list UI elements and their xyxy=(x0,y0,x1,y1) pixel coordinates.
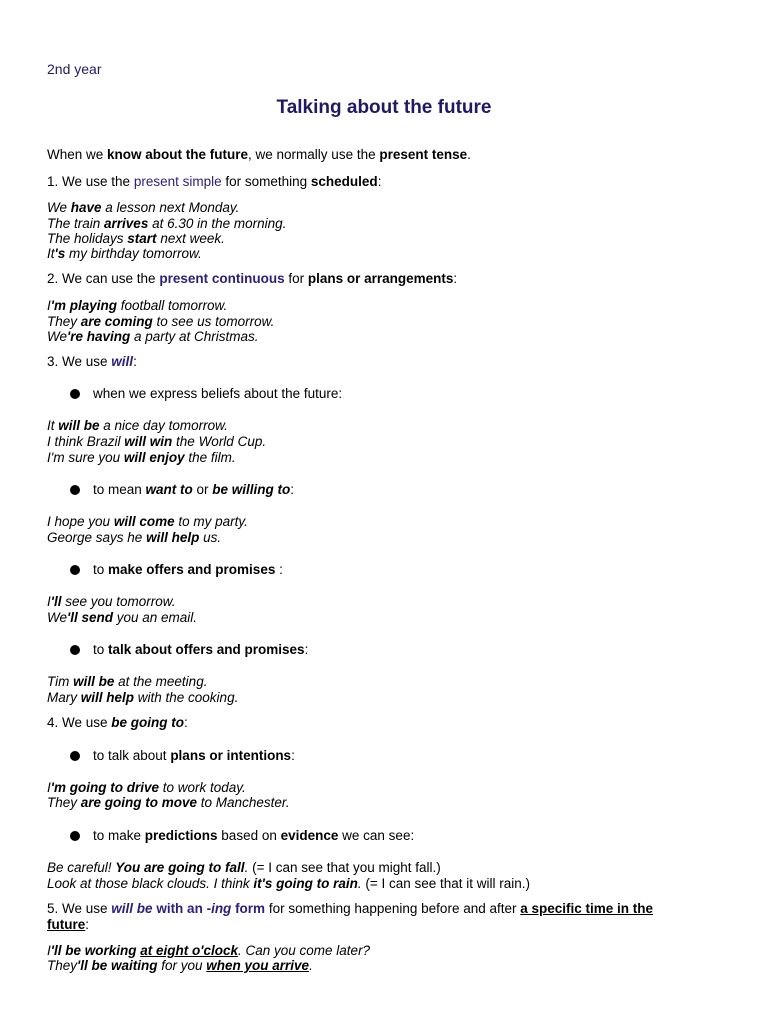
text-span: to mean xyxy=(93,482,146,497)
text-span: We xyxy=(47,610,68,625)
text-span: will be xyxy=(111,901,153,916)
text-span: They xyxy=(47,958,78,973)
text-span: will xyxy=(111,354,134,369)
bullet-item xyxy=(70,828,414,844)
example-sentence xyxy=(47,200,239,216)
text-span: have xyxy=(70,200,102,215)
text-span: form xyxy=(231,901,266,916)
text-span: predictions xyxy=(144,828,218,843)
text-span: evidence xyxy=(280,828,339,843)
example-sentence xyxy=(47,450,236,466)
text-span: : xyxy=(133,354,137,369)
text-span: with the cooking. xyxy=(134,690,239,705)
text-span: to xyxy=(93,642,109,657)
example-sentence xyxy=(47,690,238,706)
text-span: Tim xyxy=(47,674,74,689)
text-span: be going to xyxy=(111,715,185,730)
example-sentence xyxy=(47,530,221,546)
text-span: my birthday tomorrow. xyxy=(65,246,202,261)
text: present simple xyxy=(133,174,222,189)
text-span: next week. xyxy=(156,231,225,246)
text-span: will be xyxy=(58,418,100,433)
text-span: to xyxy=(93,562,109,577)
text-span: : xyxy=(304,642,309,657)
text-span: . xyxy=(244,860,249,875)
text: present tense xyxy=(379,147,468,162)
text-span: : xyxy=(85,917,90,932)
text-span: are going to move xyxy=(80,795,198,810)
text-span: for something happening before and after xyxy=(265,901,521,916)
text-span: I xyxy=(47,943,51,958)
text-span: future xyxy=(47,917,86,932)
example-sentence xyxy=(47,610,197,626)
text: scheduled xyxy=(310,174,378,189)
text-span: 2. We can use the xyxy=(47,271,160,286)
text-span: for you xyxy=(157,958,207,973)
text-span: or xyxy=(192,482,213,497)
text-span: to my party. xyxy=(174,514,248,529)
text-span: 'll xyxy=(50,594,62,609)
example-sentence xyxy=(47,780,246,796)
text-span: ing xyxy=(211,901,232,916)
text-span: to work today. xyxy=(158,780,246,795)
text-span: will come xyxy=(113,514,175,529)
text-span: you an email. xyxy=(113,610,198,625)
text-span: at eight o'clock xyxy=(140,943,238,958)
example-sentence xyxy=(47,860,441,876)
example-sentence xyxy=(47,514,248,530)
text-span: . xyxy=(309,958,313,973)
text-span: when you arrive xyxy=(206,958,310,973)
example-sentence xyxy=(47,434,266,450)
text-span: to see us tomorrow. xyxy=(152,314,275,329)
text-span: : xyxy=(453,271,458,286)
text-span: want to xyxy=(145,482,193,497)
text-span: : xyxy=(290,482,295,497)
example-sentence xyxy=(47,795,290,811)
text-span: They xyxy=(47,314,81,329)
text-span: will win xyxy=(124,434,173,449)
text-span: the World Cup. xyxy=(172,434,267,449)
text: When we xyxy=(47,147,108,162)
text-span: 4. We use xyxy=(47,715,112,730)
text-span: to talk about xyxy=(93,748,171,763)
text-span: : xyxy=(275,562,283,577)
section-2-heading xyxy=(47,271,457,287)
example-sentence xyxy=(47,876,530,892)
text-span: start xyxy=(127,231,157,246)
text-span: I xyxy=(47,298,51,313)
text-span: talk about offers and promises xyxy=(108,642,305,657)
text: . xyxy=(467,147,471,162)
section-1-heading xyxy=(47,174,381,190)
text-span: we can see: xyxy=(338,828,415,843)
text-span: I hope you xyxy=(47,514,114,529)
text-span: will be xyxy=(73,674,115,689)
example-sentence xyxy=(47,314,274,330)
text-span: It xyxy=(47,246,55,261)
text-span: The holidays xyxy=(47,231,128,246)
text-span: 3. We use xyxy=(47,354,112,369)
intro-paragraph xyxy=(47,147,471,163)
text-span: . xyxy=(357,876,362,891)
text-span: It xyxy=(47,418,59,433)
example-sentence xyxy=(47,594,176,610)
text-span: : xyxy=(184,715,188,730)
example-sentence xyxy=(47,329,259,345)
section-5-heading xyxy=(47,901,707,933)
text-span: to make xyxy=(93,828,145,843)
text-span: Look at those black clouds. I think xyxy=(47,876,254,891)
text-span: to Manchester. xyxy=(197,795,290,810)
example-sentence xyxy=(47,418,228,434)
text-span: 'm playing xyxy=(50,298,117,313)
example-sentence xyxy=(47,958,313,974)
text-span: Be careful! xyxy=(47,860,116,875)
text-span: are coming xyxy=(80,314,153,329)
bullet-item xyxy=(70,748,295,764)
example-sentence xyxy=(47,231,225,247)
text: for something xyxy=(221,174,311,189)
text-span: I'm sure you xyxy=(47,450,124,465)
bullet-icon xyxy=(70,565,80,575)
text-span: 'll send xyxy=(67,610,113,625)
text-span: football tomorrow. xyxy=(117,298,228,313)
text-span: plans or intentions xyxy=(170,748,292,763)
text-span: a party at Christmas. xyxy=(130,329,259,344)
section-3-heading xyxy=(47,354,137,370)
example-sentence xyxy=(47,246,202,262)
text-span: They xyxy=(47,795,81,810)
text-span: when we express beliefs about the future: xyxy=(93,386,343,401)
bullet-item xyxy=(70,386,342,402)
text-span: us. xyxy=(199,530,222,545)
text-span: : xyxy=(291,748,295,763)
text: : xyxy=(377,174,382,189)
text-span: We xyxy=(47,329,68,344)
text: , we normally use the xyxy=(248,147,380,162)
text-span: (= I can see that you might fall.) xyxy=(248,860,441,875)
text-span: be willing to xyxy=(212,482,291,497)
text-span: present continuous xyxy=(159,271,285,286)
example-sentence xyxy=(47,674,207,690)
text-span: . Can you come later? xyxy=(238,943,371,958)
text-span: The train xyxy=(47,216,105,231)
bullet-icon xyxy=(70,389,80,399)
text-span: I think Brazil xyxy=(47,434,125,449)
text-span: with an - xyxy=(152,901,212,916)
text-span: will help xyxy=(80,690,135,705)
text-span: You are going to fall xyxy=(115,860,245,875)
text-span: arrives xyxy=(104,216,149,231)
example-sentence xyxy=(47,298,227,314)
section-4-heading xyxy=(47,715,188,731)
text-span: 'm going to drive xyxy=(50,780,159,795)
text-span: make offers and promises xyxy=(108,562,276,577)
bullet-icon xyxy=(70,751,80,761)
text-span: a nice day tomorrow. xyxy=(99,418,228,433)
example-sentence xyxy=(47,216,286,232)
text-span: a specific time in the xyxy=(520,901,654,916)
text-span: We xyxy=(47,200,71,215)
text-span: will help xyxy=(146,530,200,545)
example-sentence xyxy=(47,943,370,959)
text-span: at 6.30 in the morning. xyxy=(148,216,287,231)
text-span: plans or arrangements xyxy=(307,271,454,286)
text: 1. We use the xyxy=(47,174,134,189)
text-span: at the meeting. xyxy=(114,674,208,689)
text-span: based on xyxy=(217,828,281,843)
bullet-item xyxy=(70,642,308,658)
year-label: 2nd year xyxy=(47,61,102,77)
text-span: Mary xyxy=(47,690,81,705)
text-span: 'll be working xyxy=(50,943,137,958)
text-span: George says he xyxy=(47,530,147,545)
text-span: 5. We use xyxy=(47,901,112,916)
page-title: Talking about the future xyxy=(276,97,492,118)
bullet-icon xyxy=(70,645,80,655)
bullet-icon xyxy=(70,831,80,841)
bullet-item xyxy=(70,562,283,578)
text-span: (= I can see that it will rain.) xyxy=(361,876,531,891)
text-span: a lesson next Monday. xyxy=(101,200,240,215)
text-span: 's xyxy=(54,246,66,261)
text-span: will enjoy xyxy=(123,450,185,465)
text-span: for xyxy=(284,271,308,286)
bullet-item xyxy=(70,482,294,498)
text-span: I xyxy=(47,780,51,795)
text-span: 'll be waiting xyxy=(77,958,158,973)
text: know about the future xyxy=(107,147,249,162)
bullet-icon xyxy=(70,485,80,495)
text-span: see you tomorrow. xyxy=(61,594,176,609)
text-span: 're having xyxy=(67,329,131,344)
text-span: I xyxy=(47,594,51,609)
text-span: the film. xyxy=(184,450,236,465)
text-span: it's going to rain xyxy=(253,876,358,891)
